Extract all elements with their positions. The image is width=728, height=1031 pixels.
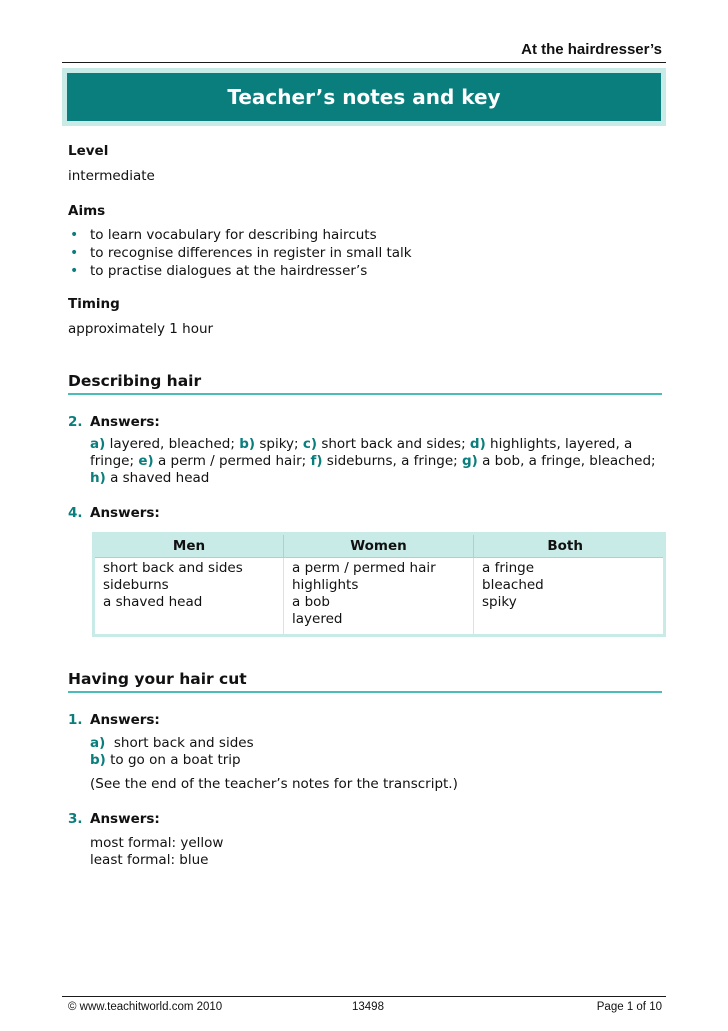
table-row [94,558,665,636]
answers-label: Answers: [90,414,160,430]
question-number: 2. [68,414,83,430]
list-item: • to learn vocabulary for describing haircuts [70,227,377,243]
question-1-answer-a: a) short back and sides [90,735,254,751]
title-banner [62,68,666,126]
list-item: • to recognise differences in register in small talk [70,245,412,261]
document-header-title: At the hairdresser’s [521,41,662,58]
banner-title: Teacher’s notes and key [67,73,661,121]
bullet-icon: • [70,227,79,243]
footer-rule [62,996,666,997]
answers-label: Answers: [90,712,160,728]
column-header-both: Both [474,534,665,558]
answers-table [92,532,666,637]
transcript-note: (See the end of the teacher’s notes for the transcript.) [90,776,458,792]
answers-label: Answers: [90,811,160,827]
question-number: 1. [68,712,83,728]
question-number: 3. [68,811,83,827]
table-cell-both: a fringe bleached spiky [474,558,665,636]
question-1-answer-b: b) to go on a boat trip [90,752,241,768]
question-3-heading [68,811,160,827]
footer-copyright: © www.teachitworld.com 2010 [68,1001,223,1013]
table-header-row [94,534,665,558]
question-3-line-1: most formal: yellow [90,835,224,851]
question-2-heading [68,414,160,430]
aims-list [68,226,412,280]
answers-label: Answers: [90,505,160,521]
level-value: intermediate [68,168,155,184]
footer-document-id: 13498 [352,1001,384,1013]
footer-page-number: Page 1 of 10 [596,1001,662,1013]
column-header-men: Men [94,534,284,558]
section-heading-having-hair-cut: Having your hair cut [68,670,662,693]
section-heading-describing-hair: Describing hair [68,372,662,395]
question-3-line-2: least formal: blue [90,852,209,868]
timing-value: approximately 1 hour [68,321,214,337]
table-cell-women: a perm / permed hair highlights a bob layered [284,558,474,636]
question-1-heading [68,712,160,728]
question-2-answer: a) layered, bleached; b) spiky; c) short back and sides; d) highlights, layered, a fringe; e) a perm / permed hair; f) sideburns, a fringe; g) a bob, a fringe, bleached; h) a shaved head [90,436,656,486]
table-cell-men: short back and sides sideburns a shaved head [94,558,284,636]
aims-label: Aims [68,203,106,219]
list-item: • to practise dialogues at the hairdresser’s [70,263,368,279]
column-header-women: Women [284,534,474,558]
timing-label: Timing [68,296,120,312]
bullet-icon: • [70,263,79,279]
bullet-icon: • [70,245,79,261]
question-4-heading [68,505,160,521]
question-number: 4. [68,505,83,521]
header-rule [62,62,666,63]
level-label: Level [68,143,109,159]
